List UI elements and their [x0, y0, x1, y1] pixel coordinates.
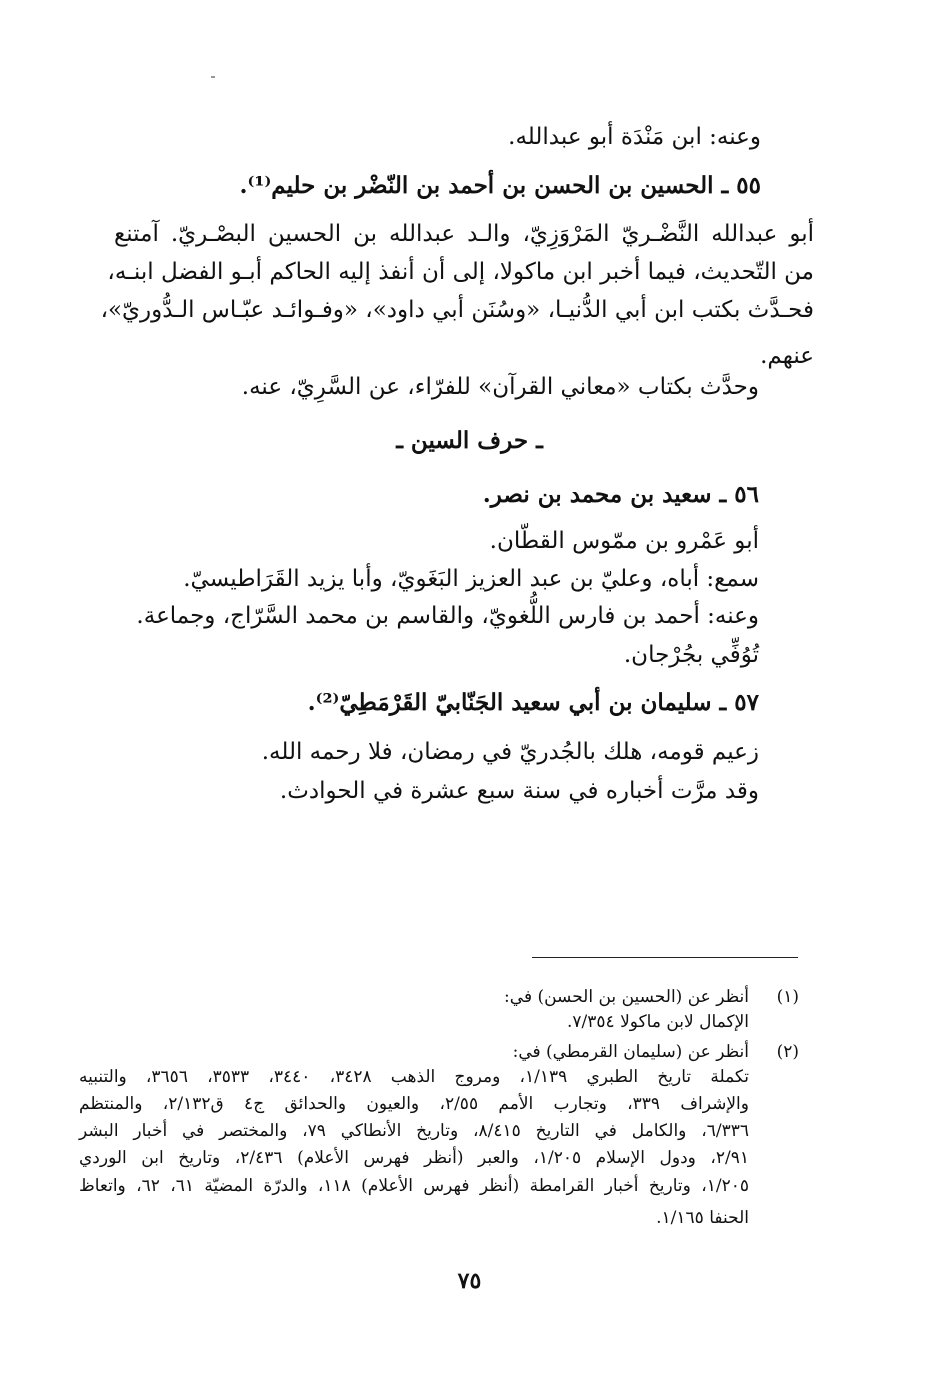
footnote-separator [532, 957, 798, 958]
footnote-line: أنظر عن (سليمان القرمطي) في: [512, 1042, 749, 1062]
footnote-line: ٦/٣٣٦، والكامل في التاريخ ٨/٤١٥، وتاريخ الأنطاكي ٧٩، والمختصر في أخبار البشر [79, 1121, 749, 1141]
footnote-number: (١) [776, 987, 799, 1007]
body-line: فحـدَّث بكتب ابن أبي الدُّنيـا، «وسُنَن أبي داود»، «وفـوائـد عبّـاس الـدُّوريّ»، [100, 297, 814, 323]
footnote-line: والإشراف ٣٣٩، وتجارب الأمم ٢/٥٥، والعيون والحدائق ج٤ ق٢/١٣٢، والمنتظم [79, 1094, 749, 1114]
footnote-line: ٢/٩١، ودول الإسلام ١/٢٠٥، والعبر (أنظر فهرس الأعلام) ٢/٤٣٦، وتاريخ ابن الوردي [79, 1148, 750, 1168]
footnote-number: (٢) [776, 1042, 799, 1062]
entry-heading-56: ٥٦ ـ سعيد بن محمد بن نصر. [482, 481, 759, 508]
footnote-line: أنظر عن (الحسين بن الحسن) في: [504, 987, 749, 1007]
body-line: تُوُفِّي بجُرْجان. [623, 642, 759, 668]
body-line: من التّحديث، فيما أخبر ابن ماكولا، إلى أن أنفذ إليه الحاكم أبـو الفضل ابنـه، [107, 259, 814, 285]
section-heading: ـ حرف السين ـ [396, 427, 543, 454]
body-line: وعنه: ابن مَنْدَة أبو عبدالله. [508, 124, 761, 150]
footnote-line: ١/٢٠٥، وتاريخ أخبار القرامطة (أنظر فهرس الأعلام) ١١٨، والدرّة المضيّة ٦١، ٦٢، واتعاظ [79, 1176, 749, 1196]
entry-heading-55: ٥٥ ـ الحسين بن الحسن بن أحمد بن النّضْر بن حليم⁽¹⁾. [239, 172, 761, 199]
body-line: وعنه: أحمد بن فارس اللُّغويّ، والقاسم بن محمد السَّرّاج، وجماعة. [136, 603, 759, 629]
body-line: أبو عَمْرو بن ممّوس القطّان. [489, 528, 759, 554]
body-line: سمع: أباه، وعليّ بن عبد العزيز البَغَويّ، وأبا يزيد القَرَاطيسيّ. [183, 566, 759, 592]
footnote-line: تكملة تاريخ الطبري ١/١٣٩، ومروج الذهب ٣٤٢٨، ٣٤٤٠، ٣٥٣٣، ٣٦٥٦، والتنبيه [79, 1067, 750, 1087]
body-line: أبو عبدالله النَّضْـريّ المَرْوَزِيّ، والـد عبدالله بن الحسين البصْـريّ. آمتنع [114, 221, 814, 247]
body-line: عنهم. [760, 343, 814, 369]
footnote-line: الحنفا ١/١٦٥. [656, 1208, 749, 1228]
speck-mark [211, 76, 215, 78]
page-number: ٧٥ [457, 1268, 482, 1294]
body-line: وقد مرَّت أخباره في سنة سبع عشرة في الحوادث. [279, 778, 759, 804]
body-line: وحدَّث بكتاب «معاني القرآن» للفرّاء، عن السَّرِيّ، عنه. [241, 374, 759, 400]
entry-heading-57: ٥٧ ـ سليمان بن أبي سعيد الجَنّابيّ القَرْمَطِيّ⁽²⁾. [307, 689, 759, 716]
body-line: زعيم قومه، هلك بالجُدريّ في رمضان، فلا رحمه الله. [261, 739, 759, 765]
footnote-line: الإكمال لابن ماكولا ٧/٣٥٤. [567, 1012, 749, 1032]
